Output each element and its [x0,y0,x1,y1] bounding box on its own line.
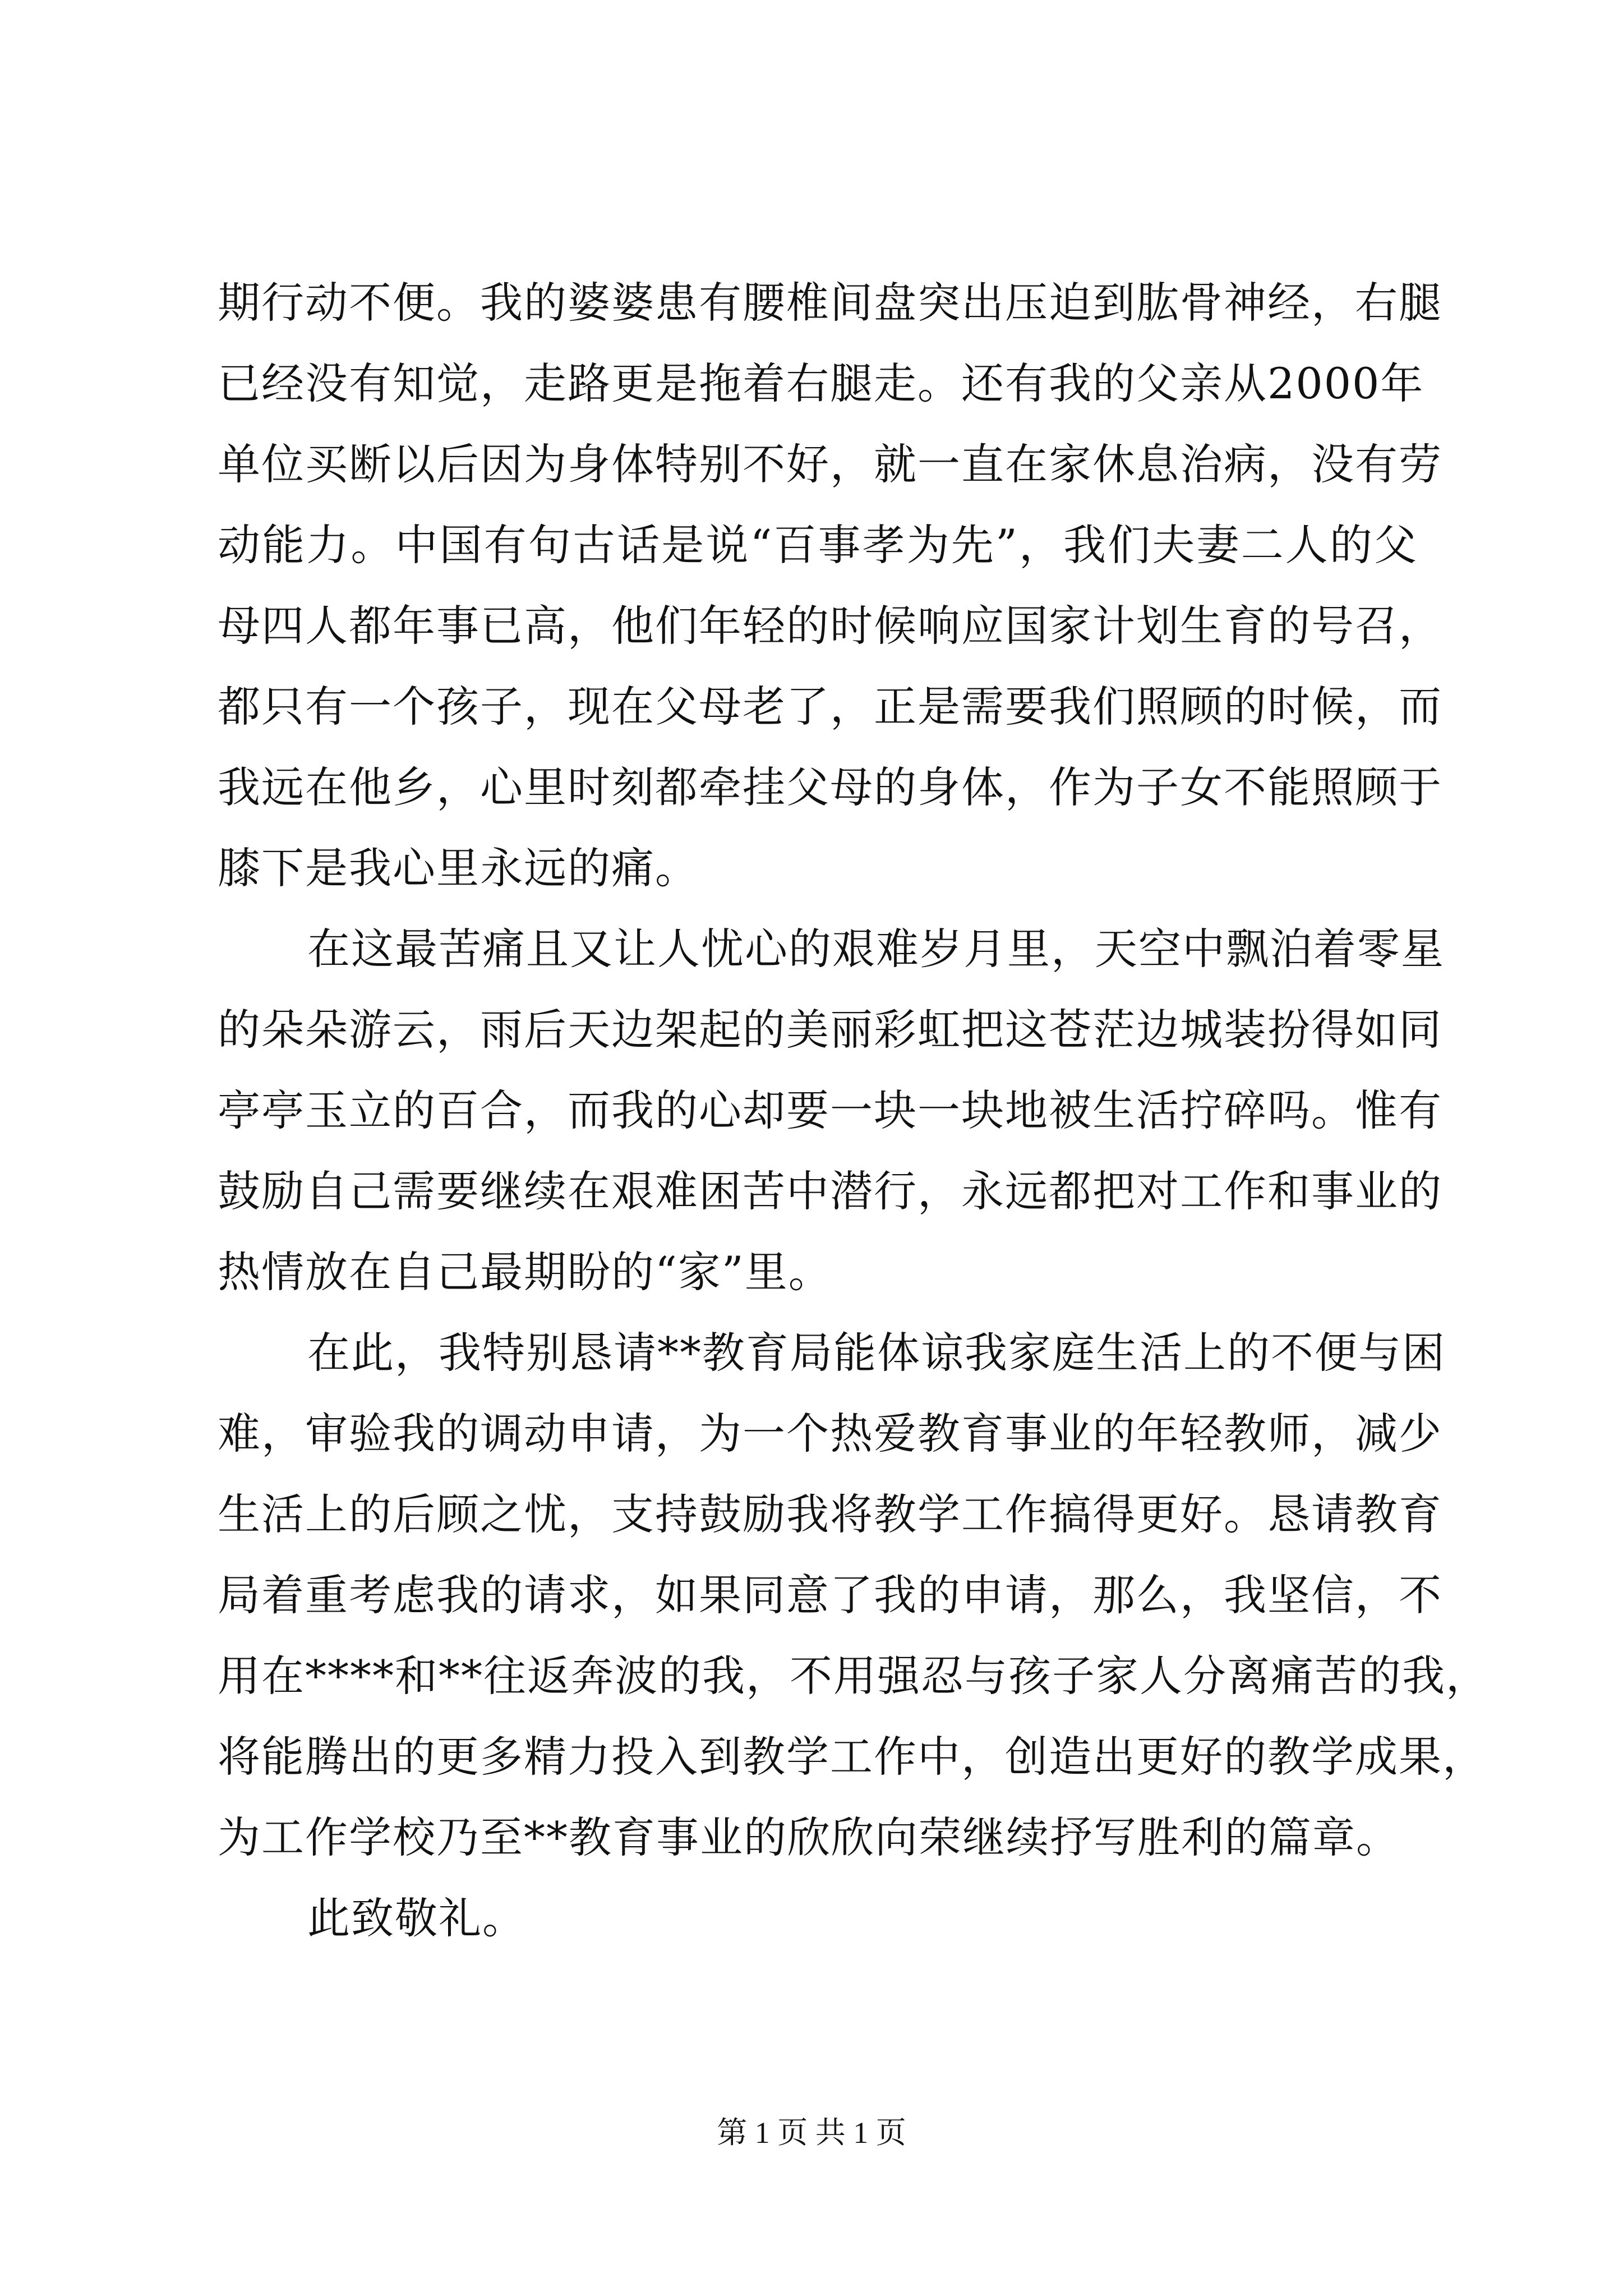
paragraph-1-line-3: 单位买断以后因为身体特别不好，就一直在家休息治病，没有劳 [218,439,1442,489]
paragraph-1-line-4: 动能力。中国有句古话是说“百事孝为先”，我们夫妻二人的父 [218,520,1418,570]
paragraph-3-line-3: 生活上的后顾之忧，支持鼓励我将教学工作搞得更好。恳请教育 [218,1489,1442,1539]
paragraph-3-line-2: 难，审验我的调动申请，为一个热爱教育事业的年轻教师，减少 [218,1409,1442,1458]
paragraph-1-line-7: 我远在他乡，心里时刻都牵挂父母的身体，作为子女不能照顾于 [218,762,1442,812]
paragraph-3-line-5: 用在****和**往返奔波的我，不用强忍与孩子家人分离痛苦的我， [218,1651,1490,1701]
page-number-footer: 第 1 页 共 1 页 [717,2116,906,2150]
paragraph-1-line-1: 期行动不便。我的婆婆患有腰椎间盘突出压迫到肱骨神经，右腿 [218,278,1442,328]
paragraph-1-line-2: 已经没有知觉，走路更是拖着右腿走。还有我的父亲从2000年 [218,358,1424,408]
paragraph-3-line-6: 将能腾出的更多精力投入到教学工作中，创造出更好的教学成果， [218,1732,1486,1782]
paragraph-3-line-7: 为工作学校乃至**教育事业的欣欣向荣继续抒写胜利的篇章。 [218,1812,1400,1862]
paragraph-2-line-2: 的朵朵游云，雨后天边架起的美丽彩虹把这苍茫边城装扮得如同 [218,1005,1442,1055]
paragraph-2-line-4: 鼓励自己需要继续在艰难困苦中潜行，永远都把对工作和事业的 [218,1166,1442,1216]
paragraph-3-line-4: 局着重考虑我的请求，如果同意了我的申请，那么，我坚信，不 [218,1570,1442,1620]
paragraph-2-line-5: 热情放在自己最期盼的“家”里。 [218,1247,832,1297]
paragraph-1-line-6: 都只有一个孩子，现在父母老了，正是需要我们照顾的时候，而 [218,682,1442,731]
paragraph-1-line-5: 母四人都年事已高，他们年轻的时候响应国家计划生育的号召， [218,601,1442,651]
paragraph-2-line-3: 亭亭玉立的百合，而我的心却要一块一块地被生活拧碎吗。惟有 [218,1085,1442,1135]
paragraph-3-line-1: 在此，我特别恳请**教育局能体谅我家庭生活上的不便与困 [307,1328,1446,1378]
document-body [218,263,1490,1959]
paragraph-4-line-1: 此致敬礼。 [307,1893,526,1943]
paragraph-2-line-1: 在这最苦痛且又让人忧心的艰难岁月里，天空中飘泊着零星 [307,924,1445,974]
paragraph-1-line-8: 膝下是我心里永远的痛。 [218,843,699,893]
